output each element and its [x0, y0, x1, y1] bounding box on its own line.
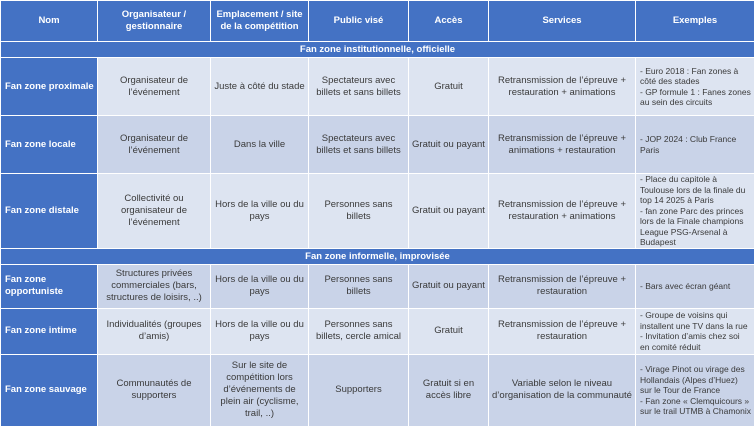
cell-organisateur: Organisateur de l’événement	[98, 116, 211, 174]
cell-services: Variable selon le niveau d’organisation de la communauté	[489, 354, 636, 427]
row-name: Fan zone locale	[1, 116, 98, 174]
cell-public: Spectateurs avec billets et sans billets	[309, 58, 409, 116]
cell-exemples	[636, 174, 754, 249]
header-row	[1, 1, 754, 42]
section-informelle	[1, 248, 754, 264]
cell-acces: Gratuit ou payant	[409, 264, 489, 308]
header-nom: Nom	[1, 1, 98, 42]
cell-organisateur: Organisateur de l’événement	[98, 58, 211, 116]
cell-public: Personnes sans billets, cercle amical	[309, 308, 409, 354]
table-row	[1, 116, 754, 174]
cell-organisateur: Structures privées commerciales (bars, structures de loisirs, ..)	[98, 264, 211, 308]
section-title: Fan zone informelle, improvisée	[1, 248, 754, 264]
section-institutionnelle	[1, 42, 754, 58]
table-row	[1, 264, 754, 308]
cell-services: Retransmission de l’épreuve + restauration + animations	[489, 58, 636, 116]
example-item: - Euro 2018 : Fan zones à côté des stades	[640, 65, 739, 86]
cell-emplacement: Sur le site de compétition lors d’événements de plein air (cyclisme, trail, ..)	[211, 354, 309, 427]
table-row	[1, 308, 754, 354]
cell-services: Retransmission de l’épreuve + restauration + animations	[489, 174, 636, 249]
cell-emplacement: Hors de la ville ou du pays	[211, 174, 309, 249]
cell-emplacement: Dans la ville	[211, 116, 309, 174]
example-item: - Invitation d’amis chez soi en comité réduit	[640, 331, 740, 352]
cell-organisateur: Communautés de supporters	[98, 354, 211, 427]
header-organisateur: Organisateur / gestionnaire	[98, 1, 211, 42]
cell-exemples	[636, 308, 754, 354]
header-exemples: Exemples	[636, 1, 754, 42]
cell-services: Retransmission de l’épreuve + restauration	[489, 308, 636, 354]
section-title: Fan zone institutionnelle, officielle	[1, 42, 754, 58]
table-row	[1, 174, 754, 249]
example-item: - Groupe de voisins qui installent une TV dans la rue	[640, 310, 748, 331]
table-row	[1, 354, 754, 427]
cell-public: Supporters	[309, 354, 409, 427]
example-item: - GP formule 1 : Fanes zones au sein des circuits	[640, 86, 751, 107]
cell-acces: Gratuit ou payant	[409, 174, 489, 249]
cell-public: Spectateurs avec billets et sans billets	[309, 116, 409, 174]
cell-public: Personnes sans billets	[309, 174, 409, 249]
table-row	[1, 58, 754, 116]
cell-organisateur: Collectivité ou organisateur de l’événement	[98, 174, 211, 249]
example-item: - Place du capitole à Toulouse lors de la finale du top 14 2025 à Paris	[640, 174, 746, 205]
row-name: Fan zone intime	[1, 308, 98, 354]
cell-exemples	[636, 264, 754, 308]
example-item: - Fan zone « Clemquicours » sur le trail UTMB à Chamonix	[640, 395, 752, 416]
cell-acces: Gratuit	[409, 58, 489, 116]
cell-emplacement: Hors de la ville ou du pays	[211, 308, 309, 354]
example-item: - Virage Pinot ou virage des Hollandais (Alpes d’Huez) sur le Tour de France	[640, 364, 745, 395]
row-name: Fan zone distale	[1, 174, 98, 249]
cell-organisateur: Individualités (groupes d’amis)	[98, 308, 211, 354]
example-item: - fan zone Parc des princes lors de la Finale champions League PSG-Arsenal à Budapest	[640, 205, 744, 247]
cell-emplacement: Juste à côté du stade	[211, 58, 309, 116]
cell-acces: Gratuit	[409, 308, 489, 354]
header-public: Public visé	[309, 1, 409, 42]
header-emplacement: Emplacement / site de la compétition	[211, 1, 309, 42]
cell-public: Personnes sans billets	[309, 264, 409, 308]
cell-services: Retransmission de l’épreuve + restauration	[489, 264, 636, 308]
cell-exemples	[636, 58, 754, 116]
cell-acces: Gratuit ou payant	[409, 116, 489, 174]
cell-acces: Gratuit si en accès libre	[409, 354, 489, 427]
row-name: Fan zone sauvage	[1, 354, 98, 427]
cell-exemples	[636, 116, 754, 174]
cell-emplacement: Hors de la ville ou du pays	[211, 264, 309, 308]
example-item: - JOP 2024 : Club France Paris	[640, 134, 737, 155]
example-item: - Bars avec écran géant	[640, 280, 731, 291]
row-name: Fan zone proximale	[1, 58, 98, 116]
header-acces: Accès	[409, 1, 489, 42]
cell-services: Retransmission de l’épreuve + animations + restauration	[489, 116, 636, 174]
row-name: Fan zone opportuniste	[1, 264, 98, 308]
cell-exemples	[636, 354, 754, 427]
header-services: Services	[489, 1, 636, 42]
